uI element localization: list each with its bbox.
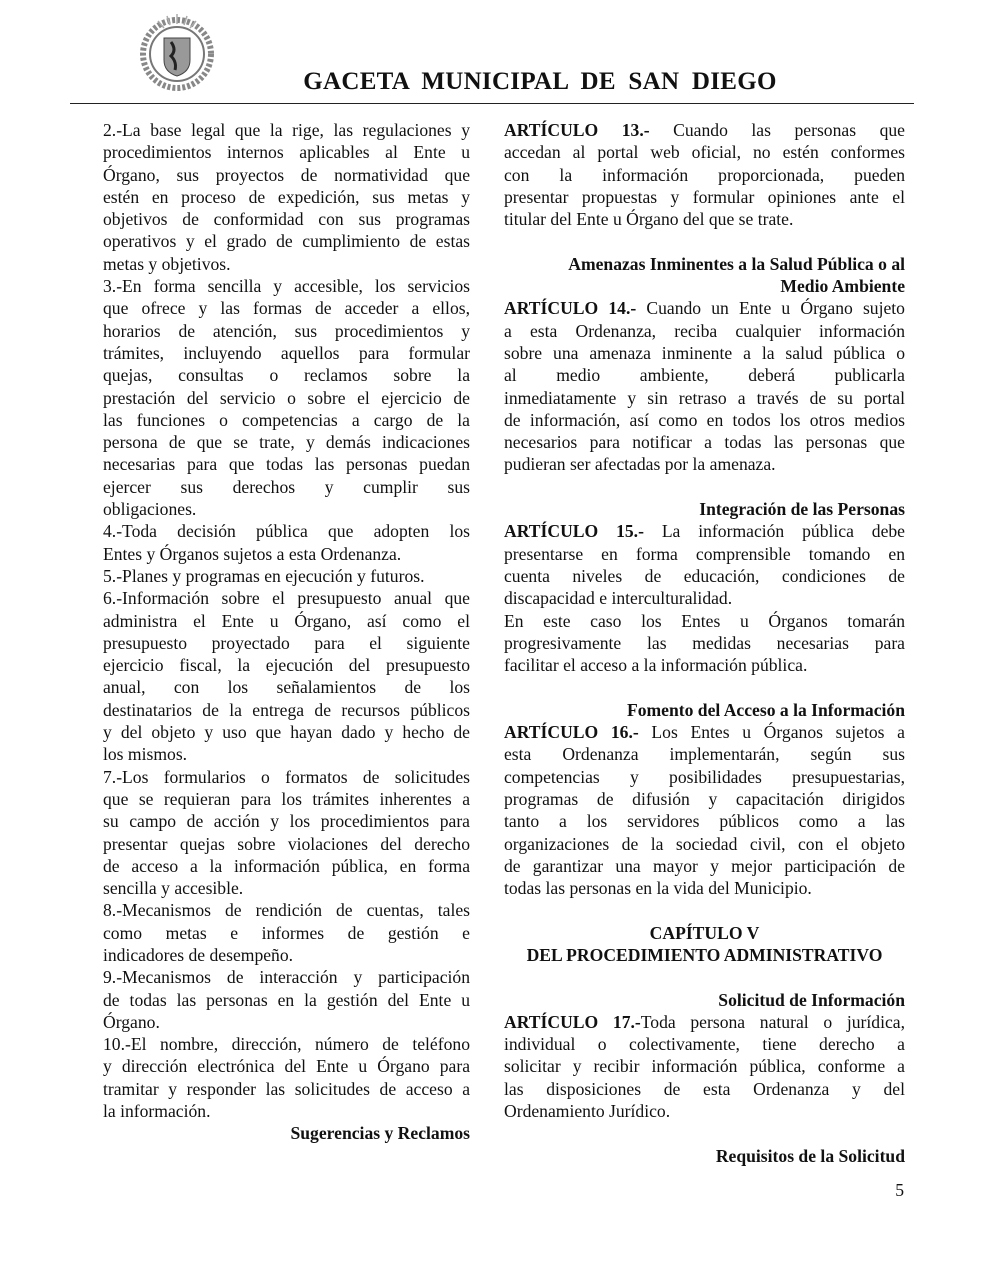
text-line [504,119,905,141]
article-number: ARTÍCULO 16.- [504,722,639,743]
text-line: En este caso los Entes u Órganos tomarán [504,610,905,631]
text-line [504,966,905,988]
text-line: 10.-El nombre, dirección, número de teléfono [103,1034,470,1055]
text-line: todas las personas en la vida del Municipio. [504,878,812,899]
text-line: sencilla y accesible. [103,878,244,899]
article-number: ARTÍCULO 17.- [504,1011,641,1032]
text-line: destinatarios de la entrega de recursos públicos [103,699,470,720]
text-line: 4.-Toda decisión pública que adopten los [103,521,470,542]
text-line: los mismos. [103,744,188,765]
text-line [504,520,905,542]
text-line: 9.-Mecanismos de interacción y participación [103,967,470,988]
text-line: 3.-En forma sencilla y accesible, los servicios [103,276,470,297]
text-line: persona de que se trate, y demás indicaciones [103,432,470,453]
text-line: competencias y posibilidades presupuestarias, [504,766,905,787]
article-text: Toda persona natural o jurídica, [640,1011,905,1032]
text-line: pudieran ser afectadas por la amenaza. [504,454,776,475]
text-line: 6.-Información sobre el presupuesto anual que [103,588,470,609]
text-line: programas de difusión y capacitación dirigidos [504,788,905,809]
text-line: presupuesto proyectado para el siguiente [103,632,470,653]
text-line: procedimientos internos aplicables al Ente u [103,142,470,163]
section-heading: Requisitos de la Solicitud [715,1145,905,1166]
text-line: que se requieran para los trámites inherentes a [103,788,470,809]
article-number: ARTÍCULO 14.- [504,298,637,319]
text-line: de garantizar una mayor y mejor participación de [504,855,905,876]
right-column [504,119,905,1167]
text-line [504,899,905,921]
text-line: ejercicio fiscal, la ejecución del presupuesto [103,655,470,676]
article-number: ARTÍCULO 15.- [504,521,644,542]
municipal-seal-icon [138,12,216,94]
section-heading: Integración de las Personas [699,499,905,520]
text-line [504,676,905,698]
text-line: Entes y Órganos sujetos a esta Ordenanza. [103,543,402,564]
text-line: sobre una amenaza inminente a la salud pública o [504,342,905,363]
text-line: facilitar el acceso a la información pública. [504,655,808,676]
text-line: indicadores de desempeño. [103,944,294,965]
text-line: trámites, incluyendo aquellos para formular [103,342,470,363]
text-line: solicitar y recibir información pública, conforme a [504,1056,905,1077]
section-heading: DEL PROCEDIMIENTO ADMINISTRATIVO [526,944,883,965]
text-line: de información, así como en todos los otros medios [504,409,905,430]
section-heading: Sugerencias y Reclamos [290,1123,470,1144]
text-line: como metas e informes de gestión e [103,922,470,943]
text-line: 2.-La base legal que la rige, las regulaciones y [103,120,470,140]
text-line: horarios de atención, sus procedimientos y [103,320,470,341]
gazette-title: GACETA MUNICIPAL DE SAN DIEGO [303,68,777,95]
text-line: estén en proceso de expedición, sus metas y [103,186,470,207]
text-line [504,721,905,743]
text-line: progresivamente las medidas necesarias para [504,632,905,653]
section-heading: Amenazas Inminentes a la Salud Pública o al [568,253,905,274]
text-line: presentarse en forma comprensible tomando en [504,543,905,564]
text-line: prestación del servicio o sobre el ejercicio de [103,387,470,408]
text-line: discapacidad e interculturalidad. [504,588,733,609]
text-line: la información. [103,1101,211,1122]
section-heading: CAPÍTULO V [649,922,760,943]
text-line: que ofrece y las formas de acceder a ellos, [103,298,470,319]
text-line: metas y objetivos. [103,253,231,274]
text-line: 8.-Mecanismos de rendición de cuentas, tales [103,900,470,921]
text-line: tanto a los servidores públicos como a las [504,811,905,832]
article-text: Cuando las personas que [649,120,905,140]
text-line: Órgano. [103,1011,160,1032]
header-divider [70,103,914,104]
text-line: de todas las personas en la gestión del Ente u [103,989,470,1010]
text-line: operativos y el grado de cumplimiento de estas [103,231,470,252]
text-line: Órgano, sus proyectos de normatividad que [103,164,470,185]
text-line: con la información proporcionada, pueden [504,164,905,185]
text-line: presentar quejas sobre violaciones del derecho [103,833,470,854]
text-line: accedan al portal web oficial, no estén conformes [504,142,905,163]
text-line [504,230,905,252]
text-line: titular del Ente u Órgano del que se trate. [504,209,794,230]
text-line: inmediatamente y sin retraso a través de su portal [504,387,905,408]
text-line: 5.-Planes y programas en ejecución y futuros. [103,565,425,586]
text-line: 7.-Los formularios o formatos de solicitudes [103,766,470,787]
section-heading: Fomento del Acceso a la Información [626,699,905,720]
article-text: Cuando un Ente u Órgano sujeto [636,298,905,319]
text-line: organizaciones de la sociedad civil, con el objeto [504,833,905,854]
text-line: al medio ambiente, deberá publicarla [504,365,905,386]
text-line: anual, con los señalamientos de los [103,677,470,698]
text-line: y dirección electrónica del Ente u Órgano para [103,1056,470,1077]
text-line: su campo de acción y los procedimientos para [103,811,470,832]
text-line: individual o colectivamente, tiene derecho a [504,1034,905,1055]
article-text: Los Entes u Órganos sujetos a [638,722,905,743]
article-text: La información pública debe [643,521,905,542]
text-line: y del objeto y uso que hayan dado y hecho de [103,722,470,743]
text-line [504,1122,905,1144]
article-number: ARTÍCULO 13.- [504,120,650,140]
text-line: de acceso a la información pública, en forma [103,855,470,876]
text-line: presentar propuestas y formular opiniones ante el [504,186,905,207]
text-line [504,297,905,319]
text-line [504,476,905,498]
text-line: esta Ordenanza implementarán, según sus [504,744,905,765]
text-line: las disposiciones de esta Ordenanza y del [504,1078,905,1099]
text-line: quejas, consultas o reclamos sobre la [103,365,470,386]
text-line: Ordenamiento Jurídico. [504,1101,671,1122]
left-column [103,119,470,1145]
text-line: objetivos de conformidad con sus programas [103,209,470,230]
text-line: obligaciones. [103,499,197,520]
text-line: tramitar y responder las solicitudes de acceso a [103,1078,470,1099]
text-line: ejercer sus derechos y cumplir sus [103,476,470,497]
text-line: necesarios para notificar a todas las personas que [504,432,905,453]
text-line [504,1011,905,1033]
text-line: las funciones o competencias a cargo de la [103,409,470,430]
section-heading: Solicitud de Información [718,989,905,1010]
text-line: a esta Ordenanza, reciba cualquier información [504,320,905,341]
text-line: cuenta niveles de educación, condiciones de [504,565,905,586]
text-line: administra el Ente u Órgano, así como el [103,610,470,631]
page-number: 5 [895,1180,904,1200]
text-line: necesarias para que todas las personas puedan [103,454,470,475]
section-heading: Medio Ambiente [780,276,905,297]
